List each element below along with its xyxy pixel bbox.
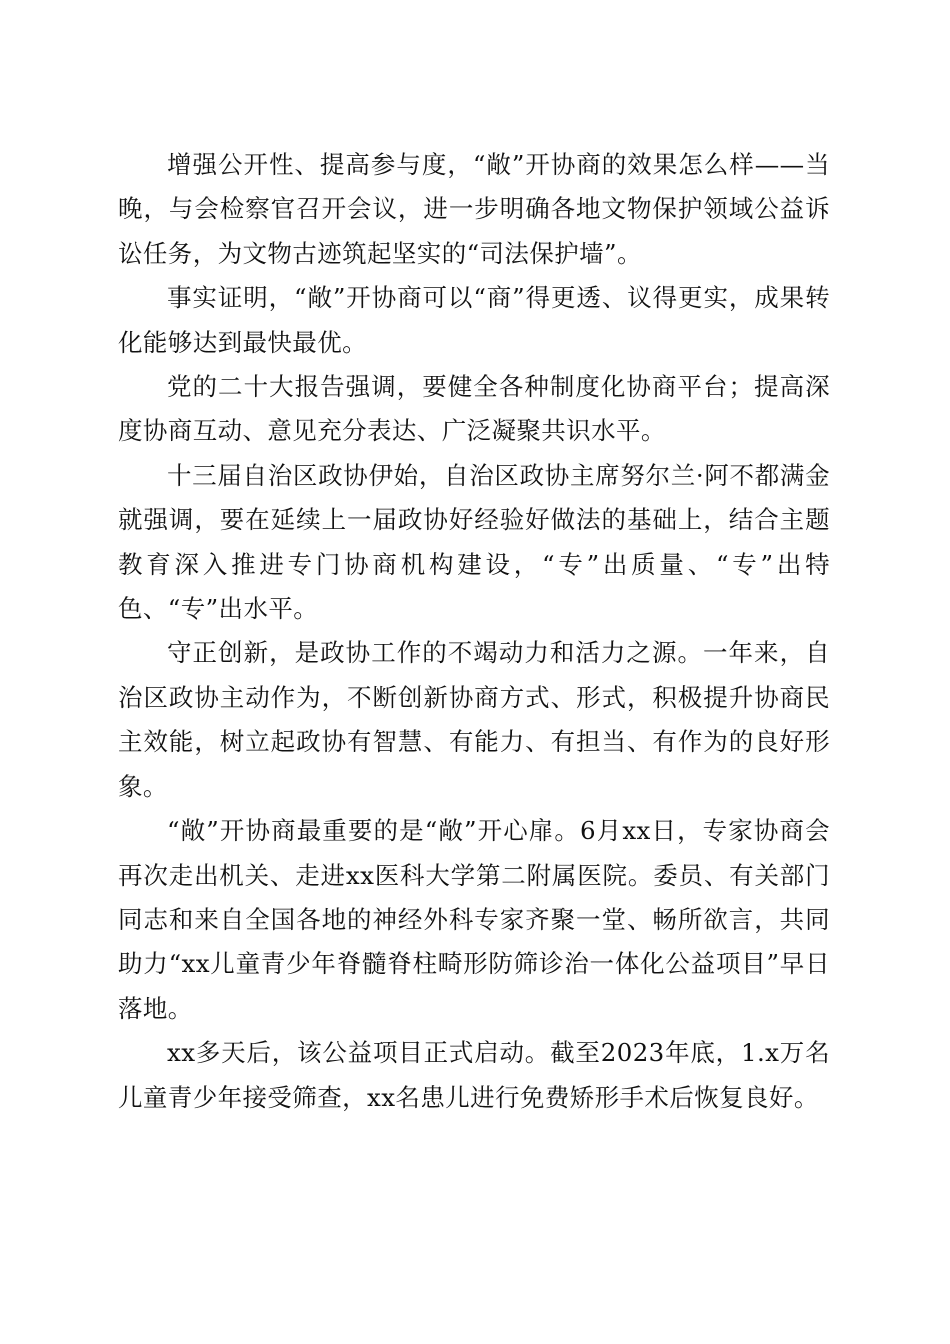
document-page [118,143,830,1120]
paragraph-2: 事实证明，“敞”开协商可以“商”得更透、议得更实，成果转化能够达到最快最优。 [118,283,830,357]
paragraph-4: 十三届自治区政协伊始，自治区政协主席努尔兰·阿不都满金就强调，要在延续上一届政协好经验好做法的基础上，结合主题教育深入推进专门协商机构建设，“专”出质量、“专”出特色、“专”出水平。 [118,460,830,624]
paragraph-6: “敞”开协商最重要的是“敞”开心扉。6月xx日，专家协商会再次走出机关、走进xx医科大学第二附属医院。委员、有关部门同志和来自全国各地的神经外科专家齐聚一堂、畅所欲言，共同助力“xx儿童青少年脊髓脊柱畸形防筛诊治一体化公益项目”早日落地。 [118,816,830,1023]
paragraph-5: 守正创新，是政协工作的不竭动力和活力之源。一年来，自治区政协主动作为，不断创新协商方式、形式，积极提升协商民主效能，树立起政协有智慧、有能力、有担当、有作为的良好形象。 [118,638,830,801]
paragraph-1: 增强公开性、提高参与度，“敞”开协商的效果怎么样——当晚，与会检察官召开会议，进一步明确各地文物保护领域公益诉讼任务，为文物古迹筑起坚实的“司法保护墙”。 [118,150,830,268]
paragraph-7: xx多天后，该公益项目正式启动。截至2023年底，1.x万名儿童青少年接受筛查，xx名患儿进行免费矫形手术后恢复良好。 [118,1038,830,1112]
paragraph-3: 党的二十大报告强调，要健全各种制度化协商平台；提高深度协商互动、意见充分表达、广泛凝聚共识水平。 [118,372,830,446]
